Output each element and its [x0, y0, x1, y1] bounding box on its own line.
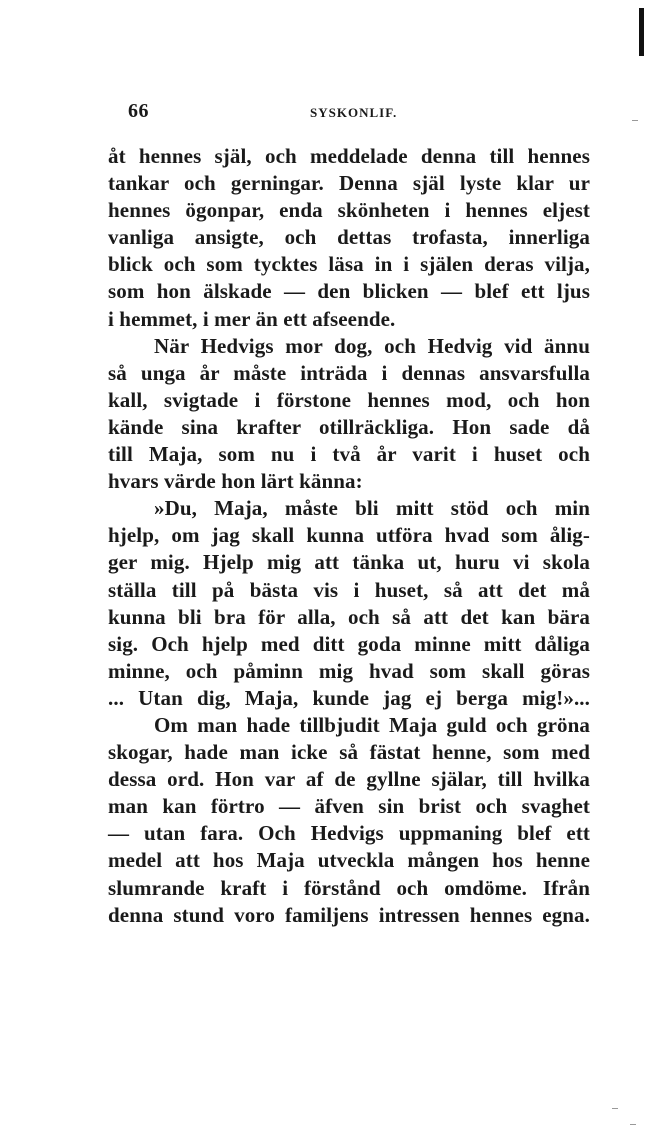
text-line: åt hennes själ, och meddelade denna till hennes: [108, 144, 590, 168]
text-line: hennes ögonpar, enda skönheten i hennes eljest: [108, 198, 590, 223]
text-line: i hemmet, i mer än ett afseende.: [108, 306, 396, 331]
text-line: slumrande kraft i förstånd och omdöme. Ifrån: [108, 875, 590, 900]
page-header: [128, 100, 528, 124]
running-title: SYSKONLIF.: [310, 105, 398, 120]
text-line: Om man hade tillbjudit Maja guld och gröna: [154, 712, 590, 737]
page-number: 66: [128, 100, 149, 122]
text-line: När Hedvigs mor dog, och Hedvig vid ännu: [154, 333, 590, 358]
text-line: till Maja, som nu i två år varit i huset och: [108, 442, 590, 467]
stray-mark: [612, 1108, 618, 1109]
text-line: ställa till på bästa vis i huset, så att det må: [108, 577, 590, 602]
text-line: — utan fara. Och Hedvigs uppmaning blef ett: [108, 821, 590, 846]
text-line: man kan förtro — äfven sin brist och svaghet: [108, 794, 590, 819]
body-text: [108, 143, 590, 929]
text-line: skogar, hade man icke så fästat henne, som med: [108, 740, 590, 765]
text-line: dessa ord. Hon var af de gyllne själar, till hvilka: [108, 767, 590, 792]
stray-mark: [632, 120, 638, 121]
text-line: kall, svigtade i förstone hennes mod, och hon: [108, 387, 590, 412]
text-line: hjelp, om jag skall kunna utföra hvad som ålig-: [108, 523, 590, 548]
text-line: som hon älskade — den blicken — blef ett ljus: [108, 279, 590, 304]
text-line: ger mig. Hjelp mig att tänka ut, huru vi skola: [108, 550, 590, 575]
text-line: »Du, Maja, måste bli mitt stöd och min: [154, 496, 590, 521]
text-line: tankar och gerningar. Denna själ lyste klar ur: [108, 171, 590, 196]
text-line: minne, och påminn mig hvad som skall göras: [108, 658, 590, 683]
text-line: ... Utan dig, Maja, kunde jag ej berga mig!»...: [108, 685, 590, 710]
text-line: medel att hos Maja utveckla mången hos henne: [108, 848, 590, 873]
text-line: sig. Och hjelp med ditt goda minne mitt dåliga: [108, 631, 590, 656]
text-line: hvars värde hon lärt känna:: [108, 469, 363, 494]
text-line: så unga år måste inträda i dennas ansvarsfulla: [108, 360, 590, 385]
text-line: blick och som tycktes läsa in i själen deras vilja,: [108, 252, 590, 277]
text-line: vanliga ansigte, och dettas trofasta, innerliga: [108, 225, 590, 250]
page-edge-mark: [639, 8, 644, 56]
stray-mark: [630, 1124, 636, 1125]
text-line: kände sina krafter otillräckliga. Hon sade då: [108, 414, 590, 439]
text-line: kunna bli bra för alla, och så att det kan bära: [108, 604, 590, 629]
text-line: denna stund voro familjens intressen hennes egna.: [108, 902, 590, 927]
